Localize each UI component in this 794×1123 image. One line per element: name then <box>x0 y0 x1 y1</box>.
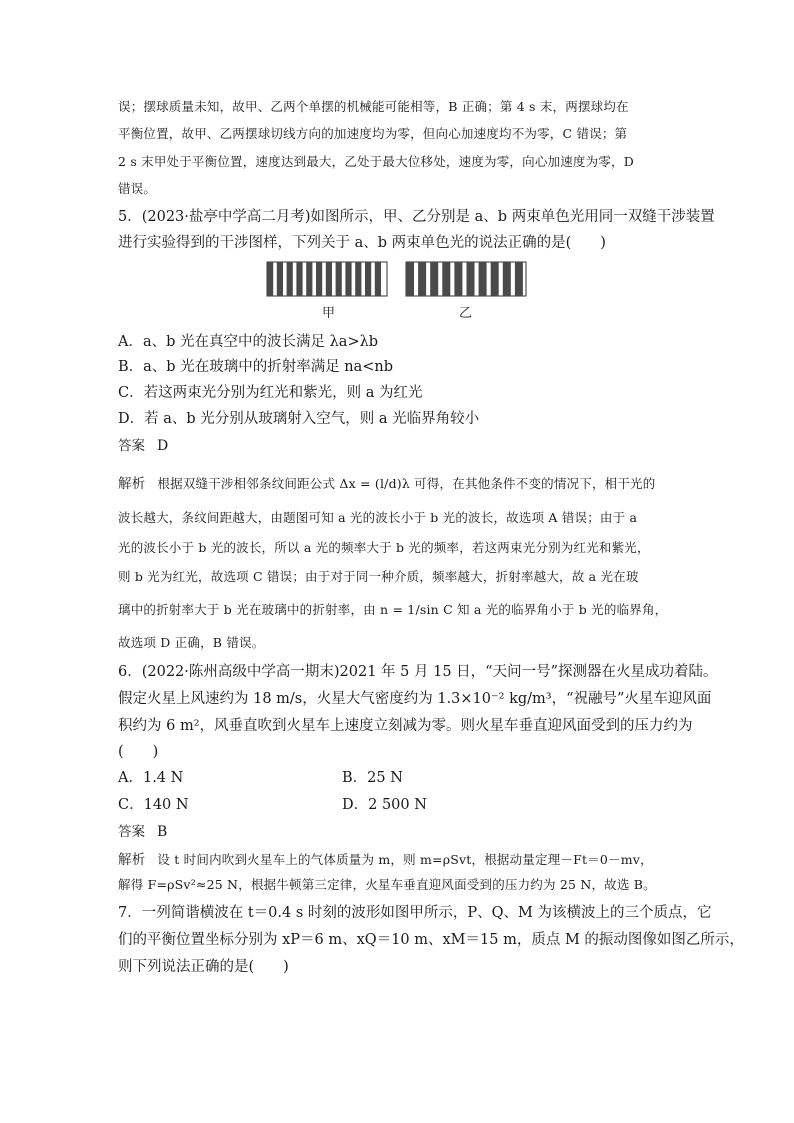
dark-fringe <box>454 262 462 296</box>
explanation-text: 设 t 时间内吹到火星车上的气体质量为 m，则 m=ρSvt，根据动量定理－Ft＝0－mv， <box>157 852 653 867</box>
question-5-stem: 进行实验得到的干涉图样，下列关于 a、b 两束单色光的说法正确的是( ) <box>118 235 606 251</box>
dark-fringe <box>375 262 381 296</box>
dark-fringe <box>355 262 361 296</box>
explanation-tag: 解析 <box>118 852 146 868</box>
dark-fringe <box>336 262 342 296</box>
question-6-stem: ( ) <box>118 744 159 760</box>
question-5-explanation: 璃中的折射率大于 b 光在玻璃中的折射率，由 n = 1/sin C 知 a 光的临界角小于 b 光的临界角， <box>118 602 668 617</box>
dark-fringe <box>316 262 322 296</box>
answer-tag: 答案 <box>118 438 145 454</box>
question-6-explanation: 解得 F=ρSv²≈25 N，根据牛顿第三定律，火星车垂直迎风面受到的压力约为 25 N，故选 B。 <box>118 877 656 892</box>
dark-fringe <box>277 262 283 296</box>
explanation-text: 根据双缝干涉相邻条纹间距公式 Δx = (l/d)λ 可得，在其他条件不变的情况下，相干光的 <box>157 476 656 491</box>
question-5-option-c: C．若这两束光分别为红光和紫光，则 a 为红光 <box>118 385 423 401</box>
figure-label-a: 甲 <box>322 306 336 321</box>
explanation-continuation-line: 误；摆球质量未知，故甲、乙两个单摆的机械能可能相等，B 正确；第 4 s 末，两摆球均在 <box>118 99 629 114</box>
question-6-stem: 积约为 6 m²，风垂直吹到火星车上速度立刻减为零。则火星车垂直迎风面受到的压力约为 <box>118 718 693 734</box>
answer-value: D <box>157 438 169 454</box>
dark-fringe <box>365 262 371 296</box>
dark-fringe <box>306 262 312 296</box>
question-5-stem: 5．(2023·盐亭中学高二月考)如图所示，甲、乙分别是 a、b 两束单色光用同一双缝干涉装置 <box>118 209 715 225</box>
dark-fringe <box>491 262 499 296</box>
question-6-stem: 6．(2022·陈州高级中学高一期末)2021 年 5 月 15 日，“天问一号”探测器在火星成功着陆。 <box>118 664 718 680</box>
interference-pattern-b <box>406 262 526 296</box>
explanation-continuation-line: 错误。 <box>118 181 157 196</box>
explanation-continuation-line: 2 s 末甲处于平衡位置，速度达到最大，乙处于最大位移处，速度为零，向心加速度为零，D <box>118 154 634 169</box>
question-5-explanation: 波长越大，条纹间距越大，由题图可知 a 光的波长小于 b 光的波长，故选项 A 错误；由于 a <box>118 510 638 525</box>
dark-fringe <box>406 262 414 296</box>
question-5-answer <box>118 434 678 454</box>
question-6-option-a: A．1.4 N <box>118 770 184 786</box>
question-5-explanation: 故选项 D 正确，B 错误。 <box>118 635 265 650</box>
question-6-explanation <box>118 848 678 868</box>
dark-fringe <box>296 262 302 296</box>
dark-fringe <box>345 262 351 296</box>
dark-fringe <box>467 262 475 296</box>
dark-fringe <box>503 262 511 296</box>
dark-fringe <box>442 262 450 296</box>
explanation-continuation-line: 平衡位置，故甲、乙两摆球切线方向的加速度均为零，但向心加速度均不为零，C 错误；第 <box>118 126 628 141</box>
question-7-stem: 们的平衡位置坐标分别为 xP＝6 m、xQ＝10 m、xM＝15 m，质点 M 的振动图像如图乙所示， <box>118 932 744 948</box>
dark-fringe <box>515 262 523 296</box>
question-5-explanation: 光的波长小于 b 光的波长，所以 a 光的频率大于 b 光的频率，若这两束光分别为红光和紫光， <box>118 540 650 555</box>
question-6-answer <box>118 820 678 840</box>
question-5-option-d: D．若 a、b 光分别从玻璃射入空气，则 a 光临界角较小 <box>118 411 480 427</box>
answer-tag: 答案 <box>118 824 145 840</box>
interference-pattern-figure <box>266 262 528 298</box>
dark-fringe <box>326 262 332 296</box>
question-5-explanation: 则 b 光为红光，故选项 C 错误；由于对于同一种介质，频率越大，折射率越大，故 a 光在玻 <box>118 569 639 584</box>
question-6-stem: 假定火星上风速约为 18 m/s，火星大气密度约为 1.3×10⁻² kg/m³，“祝融号”火星车迎风面 <box>118 691 712 707</box>
dark-fringe <box>430 262 438 296</box>
question-7-stem: 则下列说法正确的是( ) <box>118 959 289 975</box>
figure-label-b: 乙 <box>459 306 473 321</box>
dark-fringe <box>418 262 426 296</box>
explanation-tag: 解析 <box>118 476 146 492</box>
question-5-option-b: B．a、b 光在玻璃中的折射率满足 na<nb <box>118 359 394 375</box>
question-7-stem: 7．一列简谐横波在 t＝0.4 s 时刻的波形如图甲所示，P、Q、M 为该横波上的三个质点，它 <box>118 905 712 921</box>
dark-fringe <box>267 262 273 296</box>
question-5-option-a: A．a、b 光在真空中的波长满足 λa>λb <box>118 334 379 350</box>
question-6-option-c: C．140 N <box>118 797 189 813</box>
interference-pattern-a <box>267 262 387 296</box>
dark-fringe <box>479 262 487 296</box>
answer-value: B <box>157 824 168 840</box>
question-6-option-d: D．2 500 N <box>342 797 427 813</box>
question-6-option-b: B．25 N <box>342 770 403 786</box>
dark-fringe <box>287 262 293 296</box>
question-5-explanation <box>118 472 678 492</box>
